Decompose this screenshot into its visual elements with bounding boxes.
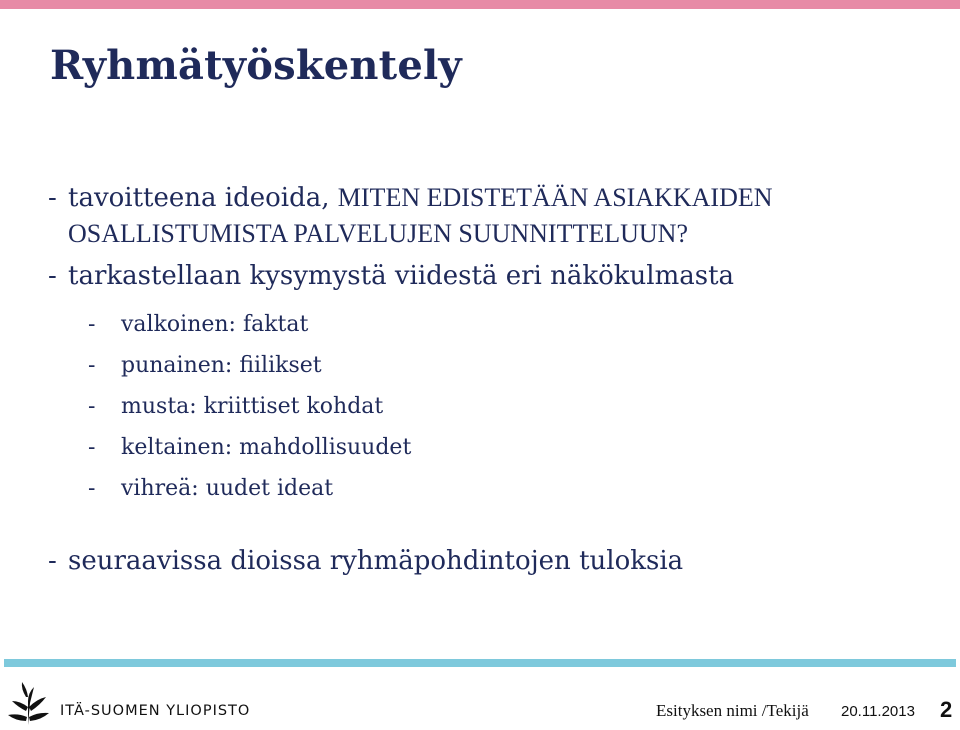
perspective-line: [48, 258, 928, 294]
bullet-dash: -: [88, 476, 96, 501]
intro-line-2: OSALLISTUMISTA PALVELUJEN SUUNNITTELUUN?: [68, 219, 688, 248]
hats-list: [48, 304, 928, 509]
hat-item: [48, 345, 928, 386]
bullet-dash: -: [88, 312, 96, 337]
page-number: 2: [940, 697, 953, 722]
hat-label: valkoinen: faktat: [121, 312, 309, 337]
hat-label: keltainen: mahdollisuudet: [121, 435, 412, 460]
hat-item: [48, 386, 928, 427]
hat-label: vihreä: uudet ideat: [121, 476, 334, 501]
intro-prefix: tavoitteena ideoida,: [68, 183, 338, 213]
closing-line: [48, 543, 928, 579]
hat-item: [48, 427, 928, 468]
bullet-dash: -: [48, 261, 57, 291]
bullet-dash: -: [88, 353, 96, 378]
university-logo-icon: [6, 681, 50, 725]
intro-line-1: [48, 180, 928, 216]
slide-footer: [0, 667, 960, 730]
perspective-text: tarkastellaan kysymystä viidestä eri näkökulmasta: [68, 261, 735, 291]
bullet-dash: -: [88, 435, 96, 460]
hat-item: [48, 468, 928, 509]
slide-body: [48, 180, 928, 579]
hat-label: punainen: fiilikset: [121, 353, 322, 378]
closing-text: seuraavissa dioissa ryhmäpohdintojen tuloksia: [68, 546, 684, 576]
hat-label: musta: kriittiset kohdat: [121, 394, 384, 419]
presenter-label: Esityksen nimi /Tekijä: [656, 701, 809, 720]
bullet-dash: -: [88, 394, 96, 419]
slide-title: Ryhmätyöskentely: [50, 42, 462, 89]
intro-caps-1: MITEN EDISTETÄÄN ASIAKKAIDEN: [337, 183, 773, 212]
bottom-accent-bar: [4, 659, 956, 667]
bullet-dash: -: [48, 546, 57, 576]
bullet-dash: -: [48, 183, 57, 213]
university-name: ITÄ-SUOMEN YLIOPISTO: [60, 703, 251, 719]
slide-date: 20.11.2013: [841, 703, 915, 720]
top-accent-bar: [0, 0, 960, 9]
hat-item: [48, 304, 928, 345]
